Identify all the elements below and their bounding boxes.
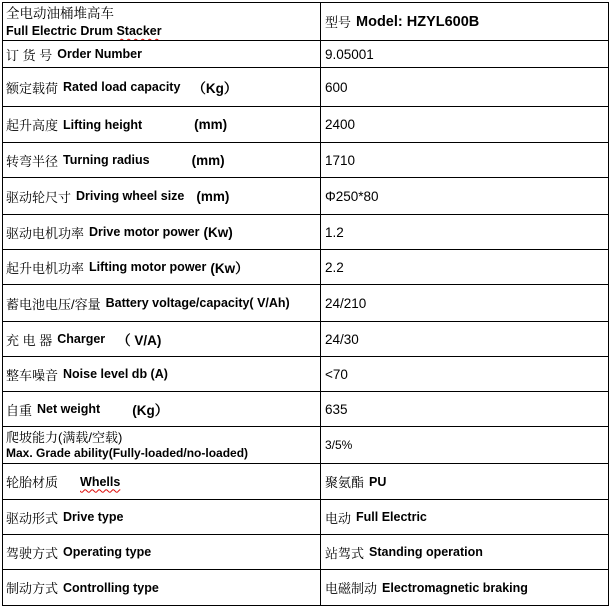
spec-label-zh: 驱动轮尺寸: [6, 189, 72, 205]
spec-label-zh: 订 货 号: [6, 47, 53, 63]
spec-label-cell: [3, 68, 321, 106]
spec-value-cell: [321, 68, 608, 106]
spec-label-zh: 制动方式: [6, 581, 59, 596]
spec-label-zh: 驾驶方式: [6, 545, 59, 561]
spec-label-cell: [3, 464, 321, 499]
spec-label-cell: [3, 107, 321, 142]
spec-label-unit: （Kg）: [192, 81, 238, 96]
spec-label-zh: 充 电 器: [6, 332, 53, 348]
table-header-row: [3, 3, 608, 41]
spec-label-cell: [3, 427, 321, 463]
spec-value-zh: 站驾式: [325, 545, 365, 561]
spec-label-cell: [3, 570, 321, 605]
spec-label-zh: 起升电机功率: [6, 260, 85, 276]
spec-label-cell: [3, 178, 321, 214]
spec-label-en: Drive type: [63, 510, 124, 524]
spec-value: 2400: [325, 117, 356, 132]
spec-value-cell: [321, 570, 608, 605]
table-row-order-number: [3, 41, 608, 68]
spec-label-zh: 爬坡能力(满载/空载): [6, 430, 123, 445]
spec-value-cell: [321, 322, 608, 356]
spec-value-zh: 聚氨酯: [325, 475, 365, 490]
spec-value: <70: [325, 366, 348, 382]
table-row-noise-level: [3, 357, 608, 392]
spec-label-en: Driving wheel size: [76, 189, 185, 203]
spec-label-en: Net weight: [37, 402, 101, 416]
spec-label-unit: (Kw）: [210, 261, 249, 276]
table-row-operating-type: [3, 535, 608, 570]
table-row-net-weight: [3, 392, 608, 427]
table-row-drive-motor-power: [3, 215, 608, 250]
spec-value-cell: [321, 143, 608, 177]
spec-label-en: Drive motor power: [89, 225, 200, 239]
spec-label-unit: (mm): [196, 188, 230, 204]
spec-value-cell: [321, 392, 608, 426]
product-title-en-text: Full Electric Drum: [6, 24, 117, 38]
table-row-rated-load: [3, 68, 608, 107]
table-row-turning-radius: [3, 143, 608, 178]
spec-label-unit: (Kw): [203, 224, 233, 240]
spec-value-cell: [321, 215, 608, 249]
spec-value: 24/210: [325, 295, 367, 311]
spec-label-cell: [3, 215, 321, 249]
spec-label-unit: (mm): [191, 152, 225, 168]
spec-value: 600: [325, 79, 348, 95]
spec-label-en: Battery voltage/capacity( V/Ah): [105, 296, 290, 310]
spec-label-en: Lifting motor power: [89, 260, 207, 274]
spec-value-cell: [321, 285, 608, 321]
spec-label-en: Noise level db (A): [63, 367, 168, 381]
spec-value-cell: [321, 250, 608, 284]
spec-label-zh: 驱动形式: [6, 510, 59, 526]
table-row-lifting-height: [3, 107, 608, 143]
spec-value-cell: [321, 107, 608, 142]
spec-value: 1.2: [325, 224, 344, 240]
spec-value-cell: [321, 41, 608, 67]
table-row-battery: [3, 285, 608, 322]
table-row-grade-ability: [3, 427, 608, 464]
spec-label-unit: (mm): [194, 117, 228, 132]
model-label-zh: 型号: [325, 15, 352, 30]
spec-label-en: Charger: [57, 332, 106, 346]
spec-label-zh: 蓄电池电压/容量: [6, 296, 101, 312]
spec-label-cell: [3, 285, 321, 321]
spec-label-cell: [3, 41, 321, 67]
product-title-cell: [3, 3, 321, 40]
spec-value: 9.05001: [325, 46, 374, 62]
product-title-en: [6, 23, 320, 39]
spec-value: Φ250*80: [325, 188, 379, 204]
spec-label-en: Lifting height: [63, 117, 143, 132]
spec-table: [2, 2, 609, 606]
spec-label-zh: 额定载荷: [6, 80, 59, 96]
spec-value-zh: 电磁制动: [325, 581, 378, 596]
spec-label-en: Rated load capacity: [63, 80, 181, 94]
spec-value: 1710: [325, 152, 356, 168]
spec-label-en: Turning radius: [63, 153, 150, 167]
table-row-lifting-motor-power: [3, 250, 608, 285]
product-title-zh: 全电动油桶堆高车: [6, 6, 114, 21]
spec-label-cell: [3, 322, 321, 356]
spec-value-cell: [321, 178, 608, 214]
spec-label-zh: 起升高度: [6, 118, 59, 133]
spec-value-en: Full Electric: [356, 510, 427, 524]
spec-value-cell: [321, 535, 608, 569]
spec-value-zh: 电动: [325, 510, 352, 526]
spec-value-en: PU: [369, 474, 387, 489]
spec-label-en: Operating type: [63, 545, 152, 559]
spec-label-zh: 驱动电机功率: [6, 225, 85, 241]
table-row-charger: [3, 322, 608, 357]
spec-value-cell: [321, 427, 608, 463]
spec-label-zh: 轮胎材质: [6, 475, 59, 490]
spec-value-cell: [321, 500, 608, 534]
spec-value: 2.2: [325, 259, 344, 275]
spec-label-cell: [3, 500, 321, 534]
spec-label-cell: [3, 143, 321, 177]
spec-value: 635: [325, 401, 348, 417]
spec-label-zh: 整车噪音: [6, 367, 59, 383]
product-title-en-misspelled-word: Stacker: [116, 24, 162, 38]
spec-label-unit: (Kg）: [132, 403, 169, 418]
spec-label-en-misspelled-word: Whells: [80, 474, 121, 489]
spec-label-zh: 转弯半径: [6, 153, 59, 169]
spec-value-cell: [321, 357, 608, 391]
spec-value-en: Electromagnetic braking: [382, 580, 528, 595]
table-row-drive-type: [3, 500, 608, 535]
spec-label-cell: [3, 250, 321, 284]
spec-label-en: Order Number: [57, 47, 142, 61]
spec-label-cell: [3, 357, 321, 391]
spec-value-cell: [321, 464, 608, 499]
spec-value: 3/5%: [325, 438, 353, 452]
spec-label-cell: [3, 535, 321, 569]
spec-label-zh: 自重: [6, 402, 33, 418]
spec-value: 24/30: [325, 331, 359, 347]
table-row-controlling-type: [3, 570, 608, 605]
table-row-wheel-material: [3, 464, 608, 500]
model-value: Model: HZYL600B: [356, 13, 480, 30]
spec-label-en: Max. Grade ability(Fully-loaded/no-loaded): [6, 446, 249, 460]
spec-label-unit: （ V/A): [117, 333, 162, 348]
spec-value-en: Standing operation: [369, 545, 483, 559]
table-row-driving-wheel-size: [3, 178, 608, 215]
spec-label-en: Controlling type: [63, 580, 159, 595]
model-cell: [321, 3, 608, 40]
spec-label-cell: [3, 392, 321, 426]
